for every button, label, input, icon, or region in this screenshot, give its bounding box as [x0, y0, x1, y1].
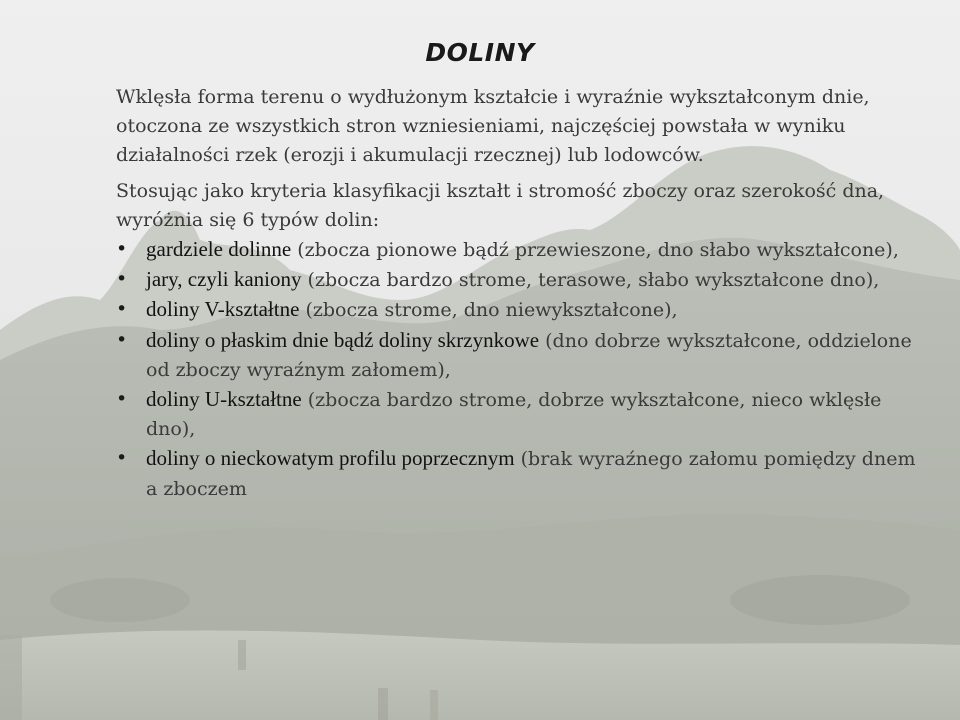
list-item	[116, 326, 916, 385]
valley-type-term: doliny o płaskim dnie bądź doliny skrzynkowe	[146, 327, 540, 352]
valley-type-description: (zbocza bardzo strome, terasowe, słabo wykształcone dno),	[301, 269, 880, 292]
valley-types-list	[116, 235, 916, 504]
list-item	[116, 385, 916, 444]
valley-type-term: doliny o nieckowatym profilu poprzecznym	[146, 446, 515, 471]
valley-type-description: (zbocza strome, dno niewykształcone),	[299, 299, 678, 322]
valley-type-description: (dno dobrze wykształcone, oddzielone od zboczy wyraźnym załomem),	[146, 329, 912, 381]
valley-type-description: (zbocza pionowe bądź przewieszone, dno słabo wykształcone),	[291, 239, 899, 262]
list-item	[116, 295, 916, 325]
valley-type-description: (brak wyraźnego załomu pomiędzy dnem a zboczem	[146, 448, 916, 500]
list-item	[116, 444, 916, 503]
valley-type-description: (zbocza bardzo strome, dobrze wykształcone, nieco wklęsłe dno),	[146, 389, 882, 441]
valley-type-term: gardziele dolinne	[146, 237, 292, 262]
valley-type-term: doliny V-kształtne	[146, 297, 300, 322]
classification-intro: Stosując jako kryteria klasyfikacji kształt i stromość zboczy oraz szerokość dna, wyróżnia się 6 typów dolin:	[116, 179, 885, 231]
slide-title: DOLINY	[425, 38, 535, 67]
list-item	[116, 235, 916, 265]
valley-type-term: jary, czyli kaniony	[146, 267, 302, 292]
definition-paragraph: Wklęsła forma terenu o wydłużonym kształcie i wyraźnie wykształconym dnie, otoczona ze wszystkich stron wzniesieniami, najczęściej powstała w wyniku działalności rzek (erozji i akumulacji rzecznej) lub lodowców.	[116, 86, 870, 167]
valley-type-term: doliny U-kształtne	[146, 387, 302, 412]
list-item	[116, 265, 916, 295]
slide-body	[116, 83, 916, 504]
